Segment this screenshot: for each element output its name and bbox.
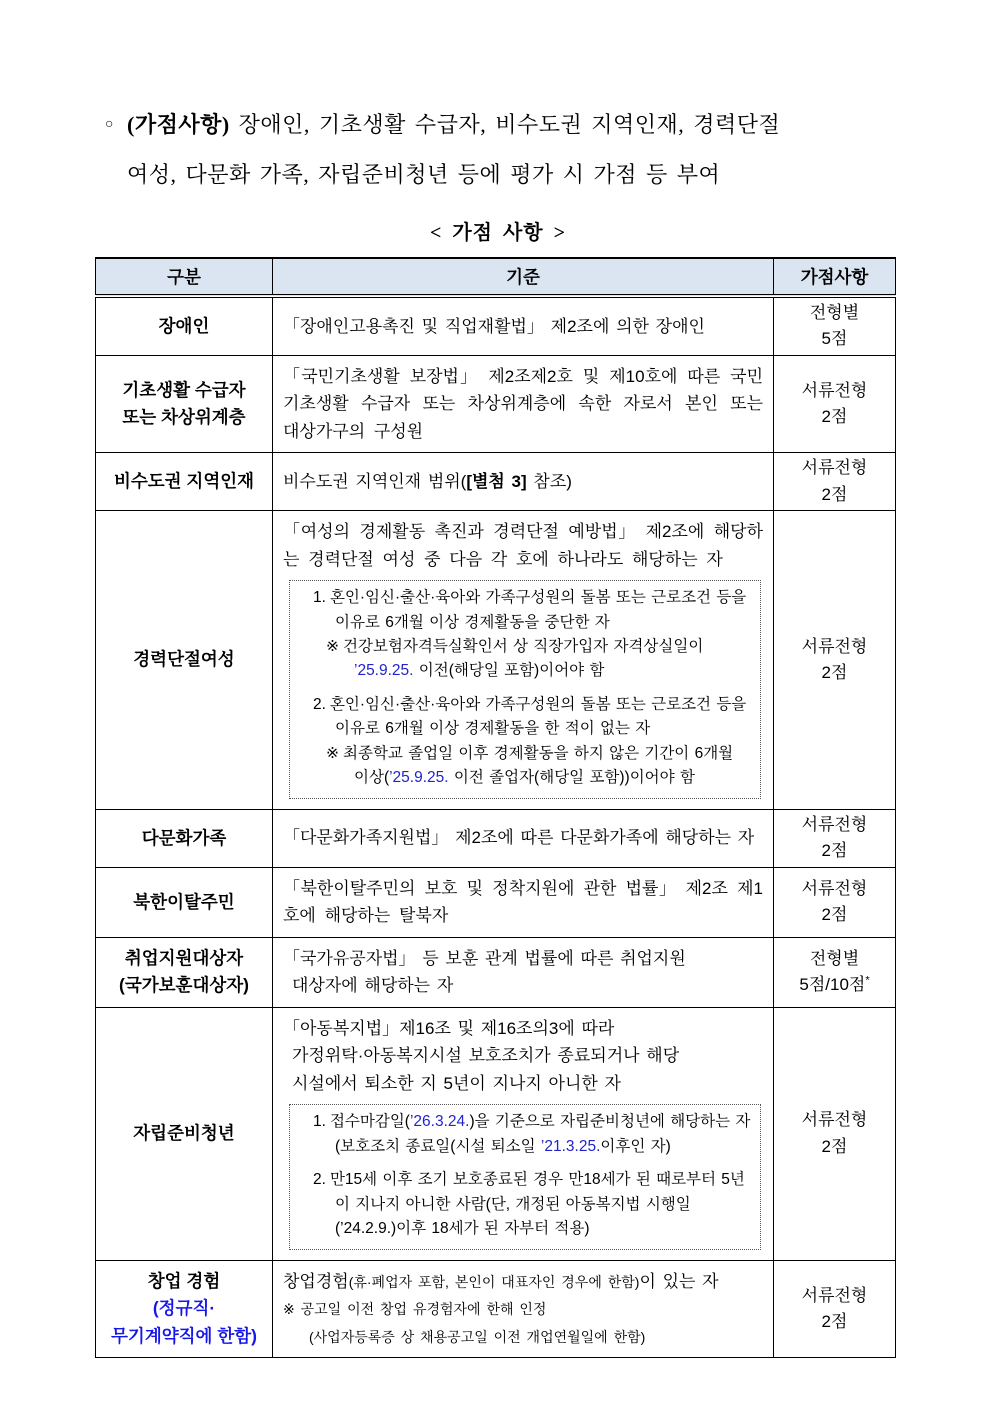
text-segment: 전형별 — [809, 948, 860, 968]
text-segment: 서류전형 — [801, 878, 868, 898]
bonus-line — [776, 902, 893, 928]
category-cell — [96, 1260, 273, 1358]
intro-line-2: 여성, 다문화 가족, 자립준비청년 등에 평가 시 가점 등 부여 — [127, 162, 721, 187]
text-segment: 2점 — [821, 662, 848, 682]
text-segment: 이후인 자) — [600, 1137, 671, 1155]
criteria-line — [283, 1323, 763, 1351]
text-segment: 창업경험 — [283, 1271, 349, 1291]
table-row — [96, 1007, 896, 1260]
reference-mark-icon: ※ — [326, 638, 339, 655]
criteria-cell — [273, 937, 774, 1007]
text-segment: 2점 — [821, 1312, 848, 1332]
dotted-note-box — [289, 580, 761, 799]
text-segment: 이전(해당일 포함)이어야 함 — [413, 662, 605, 680]
text-segment: 북한이탈주민 — [133, 891, 235, 912]
table-row — [96, 809, 896, 867]
numbered-item — [296, 693, 752, 742]
bonus-cell — [774, 1260, 896, 1358]
highlighted-text: ’25.9.25. — [354, 662, 414, 680]
criteria-cell — [273, 867, 774, 937]
bonus-line — [776, 1309, 893, 1335]
text-segment: 이전 졸업자(해당일 포함))이어야 함 — [448, 769, 695, 787]
bonus-line — [776, 300, 893, 326]
intro-line-1 — [127, 100, 901, 150]
text-segment: (국가보훈대상자) — [119, 975, 249, 996]
bonus-line — [776, 812, 893, 838]
criteria-paragraph — [283, 945, 763, 1000]
text-segment: 경력단절여성 — [133, 649, 235, 670]
criteria-cell — [273, 1007, 774, 1260]
document-page — [95, 0, 901, 1358]
numbered-item — [296, 1110, 752, 1159]
text-segment: 서류전형 — [801, 1285, 868, 1305]
table-row — [96, 510, 896, 809]
bonus-line — [776, 660, 893, 686]
bonus-line — [776, 404, 893, 430]
criteria-line — [283, 1042, 763, 1070]
category-line — [100, 889, 268, 916]
text-segment: 최종학교 졸업일 이후 경제활동을 하지 않은 기간이 6개월 이상( — [343, 744, 734, 787]
category-line — [100, 313, 268, 340]
table-row — [96, 867, 896, 937]
category-cell — [96, 809, 273, 867]
text-segment: 비수도권 지역인재 — [113, 471, 255, 492]
bonus-line — [776, 946, 893, 972]
criteria-paragraph — [283, 1268, 763, 1351]
text-segment: 「북한이탈주민의 보호 및 정착지원에 관한 법률」 제2조 제1호에 해당하는 탈북자 — [283, 878, 763, 926]
text-segment: 「국민기초생활 보장법」 제2조제2호 및 제10호에 따른 국민 기초생활 수급자 또는 차상위계층에 속한 자로서 본인 또는 대상가구의 구성원 — [283, 366, 763, 441]
category-line — [100, 1120, 268, 1147]
bonus-cell — [774, 296, 896, 355]
text-segment: 「장애인고용촉진 및 직업재활법」 제2조에 의한 장애인 — [283, 316, 705, 336]
category-line — [100, 1295, 268, 1322]
table-row — [96, 1260, 896, 1358]
criteria-line — [283, 875, 763, 930]
category-line — [100, 1268, 268, 1295]
text-segment: 「국가유공자법」 등 보훈 관계 법률에 따른 취업지원 — [283, 948, 686, 968]
bonus-cell — [774, 355, 896, 453]
criteria-line — [283, 972, 763, 1000]
text-segment: 자립준비청년 — [133, 1123, 235, 1144]
category-line — [100, 468, 268, 495]
criteria-cell — [273, 355, 774, 453]
criteria-paragraph — [283, 468, 763, 496]
category-cell — [96, 296, 273, 355]
criteria-paragraph — [283, 875, 763, 930]
col-header-bonus: 가점사항 — [774, 258, 896, 296]
criteria-line — [283, 1015, 763, 1043]
criteria-cell — [273, 453, 774, 511]
text-segment: 서류전형 — [801, 380, 868, 400]
bonus-line — [776, 1134, 893, 1160]
criteria-line — [283, 468, 763, 496]
criteria-line — [283, 1295, 763, 1323]
criteria-cell — [273, 809, 774, 867]
col-header-criteria: 기준 — [273, 258, 774, 296]
item-number: 2. — [313, 1171, 326, 1189]
item-number: 2. — [313, 695, 326, 713]
table-row — [96, 296, 896, 355]
numbered-item — [296, 1168, 752, 1241]
table-title: < 가점 사항 > — [429, 222, 567, 244]
bonus-cell — [774, 937, 896, 1007]
text-segment: 5점 — [821, 329, 848, 349]
text-segment: 만15세 이후 조기 보호종료된 경우 만18세가 된 때로부터 5년이 지나지 아니한 사람(단, 개정된 아동복지법 시행일 (’24.2.9.)이후 18세가 된 자부터 적용) — [329, 1171, 745, 1238]
text-segment: 기초생활 수급자 — [122, 379, 246, 400]
table-row — [96, 937, 896, 1007]
text-segment: 시설에서 퇴소한 지 5년이 지나지 아니한 자 — [292, 1073, 621, 1093]
bonus-line — [776, 634, 893, 660]
text-segment: 2점 — [821, 841, 848, 861]
bonus-cell — [774, 453, 896, 511]
text-segment: ※ 공고일 이전 창업 유경험자에 한해 인정 — [283, 1301, 547, 1318]
criteria-cell — [273, 510, 774, 809]
bonus-line — [776, 455, 893, 481]
bonus-cell — [774, 510, 896, 809]
text-segment: 5점/10점 — [799, 975, 866, 995]
intro-text — [127, 100, 901, 200]
category-line — [100, 972, 268, 999]
text-segment: 2점 — [821, 406, 848, 426]
text-segment: 2점 — [821, 1136, 848, 1156]
circle-bullet-icon: ○ — [105, 117, 114, 132]
highlighted-text: 무기계약직에 한함) — [111, 1325, 257, 1346]
criteria-paragraph — [283, 313, 763, 341]
bonus-line — [776, 838, 893, 864]
criteria-cell — [273, 1260, 774, 1358]
highlighted-text: ’26.3.24. — [409, 1113, 470, 1131]
intro-label: (가점사항) — [127, 112, 230, 137]
category-cell — [96, 510, 273, 809]
text-segment: 비수도권 지역인재 범위( — [283, 471, 467, 491]
bonus-line — [776, 876, 893, 902]
text-segment: * — [865, 974, 870, 987]
text-segment: 혼인·임신·출산·육아와 가족구성원의 돌봄 또는 근로조건 등을 이유로 6개월 이상 경제활동을 한 적이 없는 자 — [329, 695, 747, 738]
item-number: 1. — [313, 1113, 326, 1131]
category-cell — [96, 1007, 273, 1260]
criteria-line — [283, 518, 763, 573]
highlighted-text: ’21.3.25. — [540, 1137, 601, 1155]
category-line — [100, 404, 268, 431]
highlighted-text: ’25.9.25. — [389, 769, 449, 787]
table-header-row — [96, 258, 896, 296]
criteria-line — [283, 363, 763, 446]
item-number: 1. — [313, 589, 326, 607]
text-segment: (휴·폐업자 포함, 본인이 대표자인 경우에 한함) — [348, 1273, 640, 1290]
category-line — [100, 377, 268, 404]
text-segment: 가정위탁·아동복지시설 보호조치가 종료되거나 해당 — [292, 1046, 680, 1066]
intro-line-1-rest: 장애인, 기초생활 수급자, 비수도권 지역인재, 경력단절 — [229, 112, 781, 137]
text-segment: [별첨 3] — [466, 471, 527, 491]
criteria-line — [283, 1070, 763, 1098]
bonus-cell — [774, 1007, 896, 1260]
text-segment: )을 기준으로 자립준비청년에 해당하는 자(보호조치 종료일(시설 퇴소일 — [335, 1113, 751, 1155]
bonus-line — [776, 1107, 893, 1133]
criteria-paragraph — [283, 1015, 763, 1098]
bonus-line — [776, 378, 893, 404]
note-item — [296, 742, 752, 791]
text-segment: 「여성의 경제활동 촉진과 경력단절 예방법」 제2조에 해당하는 경력단절 여성 중 다음 각 호에 하나라도 해당하는 자 — [283, 521, 763, 569]
dotted-note-box — [289, 1104, 761, 1249]
text-segment: 또는 차상위계층 — [122, 406, 246, 427]
intro-bullet — [95, 100, 901, 200]
category-line — [100, 1323, 268, 1350]
text-segment: (사업자등록증 상 채용공고일 이전 개업연월일에 한함) — [309, 1328, 646, 1345]
category-line — [100, 825, 268, 852]
category-cell — [96, 867, 273, 937]
criteria-line — [283, 824, 763, 852]
reference-mark-icon: ※ — [326, 744, 339, 762]
text-segment: 접수마감일( — [329, 1113, 410, 1131]
text-segment: 「아동복지법」제16조 및 제16조의3에 따라 — [283, 1018, 615, 1038]
text-segment: 취업지원대상자 — [124, 948, 244, 969]
category-cell — [96, 937, 273, 1007]
text-segment: 다문화가족 — [141, 827, 227, 848]
bonus-line — [776, 1283, 893, 1309]
category-cell — [96, 355, 273, 453]
criteria-paragraph — [283, 824, 763, 852]
text-segment: 서류전형 — [801, 1110, 868, 1130]
text-segment: 2점 — [821, 905, 848, 925]
text-segment: 건강보험자격득실확인서 상 직장가입자 자격상실일이 — [343, 638, 704, 655]
criteria-paragraph — [283, 518, 763, 573]
text-segment: 이 있는 자 — [639, 1271, 719, 1291]
bonus-line — [776, 482, 893, 508]
bonus-points-table — [95, 257, 896, 1358]
bonus-line — [776, 326, 893, 352]
category-line — [100, 646, 268, 673]
note-item — [296, 635, 752, 684]
text-segment: 「다문화가족지원법」 제2조에 따른 다문화가족에 해당하는 자 — [283, 828, 755, 848]
highlighted-text: (정규직· — [152, 1298, 216, 1319]
criteria-line — [283, 1268, 763, 1296]
bonus-cell — [774, 809, 896, 867]
text-segment: 전형별 — [809, 303, 860, 322]
criteria-cell — [273, 296, 774, 355]
category-cell — [96, 453, 273, 511]
table-row — [96, 355, 896, 453]
criteria-line — [283, 945, 763, 973]
text-segment: 서류전형 — [801, 636, 868, 656]
table-row — [96, 453, 896, 511]
bonus-table-body — [96, 296, 896, 1358]
bonus-line — [776, 972, 893, 998]
col-header-category: 구분 — [96, 258, 273, 296]
text-segment: 참조) — [526, 471, 572, 491]
criteria-paragraph — [283, 363, 763, 446]
text-segment: 서류전형 — [801, 814, 868, 834]
category-line — [100, 945, 268, 972]
bonus-cell — [774, 867, 896, 937]
criteria-line — [283, 313, 763, 341]
text-segment: 2점 — [821, 484, 848, 504]
text-segment: 창업 경험 — [147, 1271, 221, 1292]
text-segment: 서류전형 — [801, 458, 868, 478]
text-segment: 장애인 — [158, 315, 210, 336]
numbered-item — [296, 586, 752, 635]
text-segment: 혼인·임신·출산·육아와 가족구성원의 돌봄 또는 근로조건 등을 이유로 6개월 이상 경제활동을 중단한 자 — [329, 589, 747, 631]
text-segment: 대상자에 해당하는 자 — [292, 976, 454, 996]
